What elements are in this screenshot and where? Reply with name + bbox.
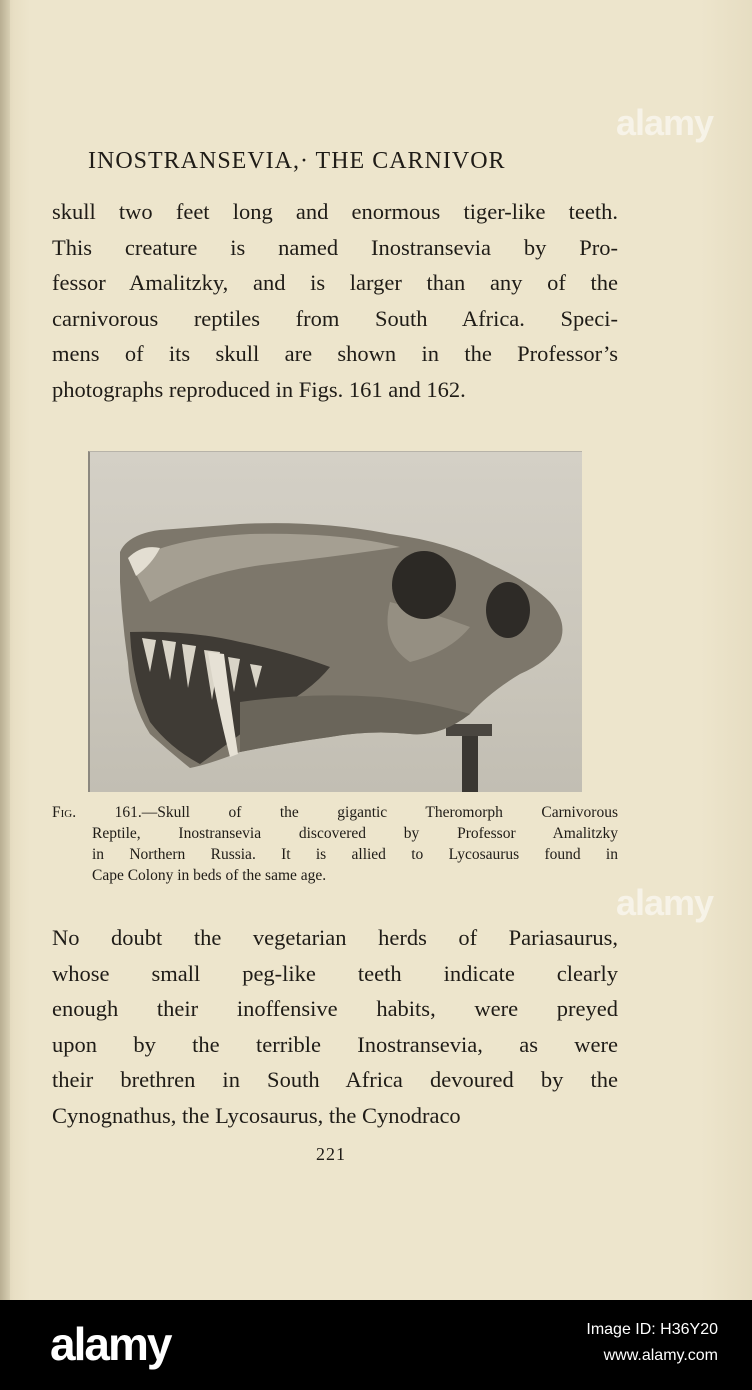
caption-line: Cape Colony in beds of the same age. <box>92 867 327 884</box>
text-line: whose small peg-like teeth indicate clearly <box>52 960 618 986</box>
text-line: mens of its skull are shown in the Professor’s <box>52 341 618 367</box>
image-id: Image ID: H36Y20 <box>586 1321 718 1338</box>
alamy-logo: alamy <box>50 1318 171 1370</box>
watermark: alamy <box>616 102 714 143</box>
figure-label: Fig. 161. <box>52 804 142 821</box>
paragraph-1 <box>52 194 618 408</box>
text-line: No doubt the vegetarian herds of Pariasaurus, <box>52 925 618 950</box>
caption-line: in Northern Russia. It is allied to Lycosaurus found in <box>92 846 618 863</box>
site-url: www.alamy.com <box>603 1347 718 1364</box>
page-gutter-edge <box>0 0 10 1300</box>
orbit-hole <box>392 551 456 619</box>
text-line: fessor Amalitzky, and is larger than any of the <box>52 270 618 296</box>
text-line: photographs reproduced in Figs. 161 and 162. <box>52 376 466 402</box>
text-line: carnivorous reptiles from South Africa. Speci- <box>52 305 618 331</box>
stand-bracket <box>446 724 492 736</box>
skull-photograph <box>88 451 582 792</box>
figure-caption <box>52 802 618 886</box>
text-line: skull two feet long and enormous tiger-like teeth. <box>52 199 618 224</box>
skull-illustration <box>90 452 582 792</box>
text-line: upon by the terrible Inostransevia, as were <box>52 1031 618 1057</box>
text-line: Cynognathus, the Lycosaurus, the Cynodraco <box>52 1102 461 1128</box>
text-line: This creature is named Inostransevia by Pro- <box>52 234 618 260</box>
page-number: 221 <box>316 1144 346 1164</box>
watermark: alamy <box>616 882 714 923</box>
text-line: enough their inoffensive habits, were preyed <box>52 996 618 1022</box>
caption-line: Reptile, Inostransevia discovered by Professor Amalitzky <box>92 825 618 842</box>
running-head: INOSTRANSEVIA,· THE CARNIVOR <box>88 148 506 174</box>
nostril-hole <box>486 582 530 638</box>
paragraph-2 <box>52 920 618 1134</box>
text-line: their brethren in South Africa devoured by the <box>52 1067 618 1093</box>
caption-line: —Skull of the gigantic Theromorph Carnivorous <box>141 804 618 821</box>
